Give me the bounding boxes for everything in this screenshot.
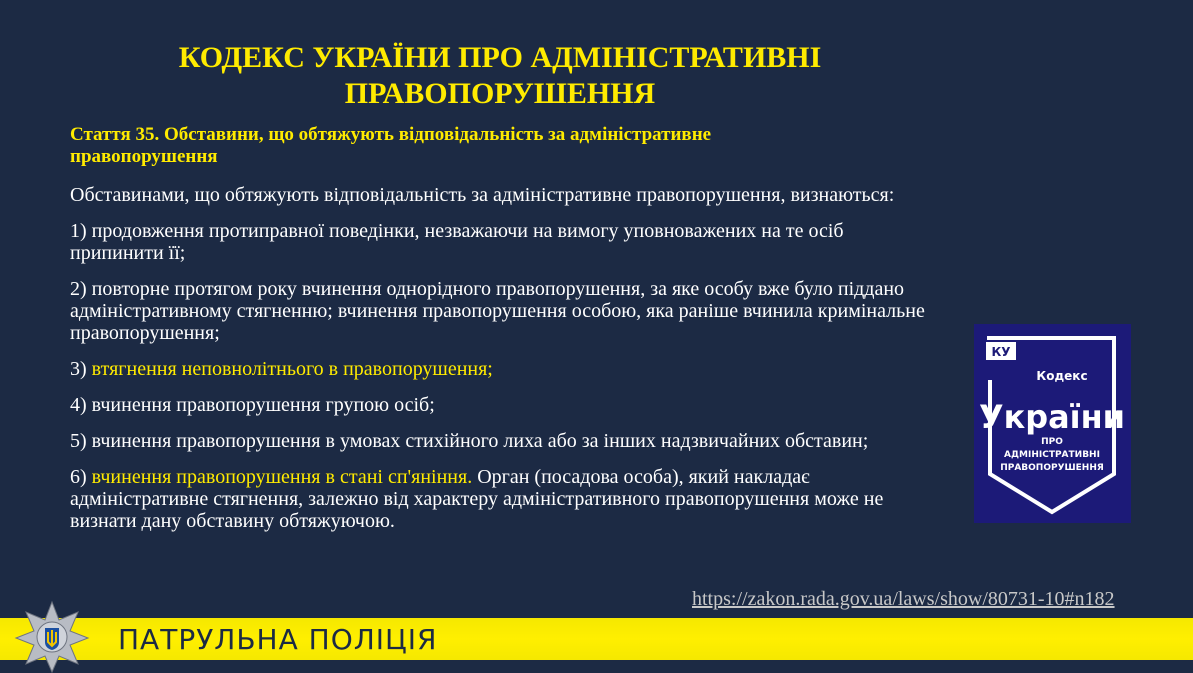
slide-title-line1: КОДЕКС УКРАЇНИ ПРО АДМІНІСТРАТИВНІ — [178, 41, 822, 74]
article-heading-line2: правопорушення — [70, 146, 218, 167]
item-prefix: 1) — [70, 220, 92, 242]
article-heading-line1: Стаття 35. Обставини, що обтяжують відповідальність за адміністративне — [70, 124, 712, 145]
police-star-emblem-icon — [14, 600, 90, 673]
article-body — [70, 184, 940, 546]
cover-word-kodeks: Кодекс — [1036, 369, 1088, 383]
item-text: вчинення правопорушення групою осіб; — [91, 394, 435, 416]
item-prefix: 4) — [70, 394, 92, 416]
list-item — [70, 358, 940, 380]
item-highlight: вчинення правопорушення в стані сп'яніння. — [91, 466, 473, 488]
cover-line-admin: АДМІНІСТРАТИВНІ — [1004, 450, 1100, 460]
list-item — [70, 430, 940, 452]
item-prefix: 2) — [70, 278, 92, 300]
publisher-mark: КУ — [991, 345, 1011, 359]
article-heading — [70, 124, 910, 168]
cover-line-pravo: ПРАВОПОРУШЕННЯ — [1000, 463, 1104, 473]
item-prefix: 6) — [70, 466, 92, 488]
cover-line-pro: ПРО — [1041, 437, 1063, 447]
item-highlight: втягнення неповнолітнього в правопорушення; — [91, 358, 493, 380]
item-text: повторне протягом року вчинення однорідного правопорушення, за яке особу вже було піддано адміністративному стягненню; вчинення правопорушення особою, яка раніше вчинила кримінальне правопорушення; — [70, 278, 925, 344]
list-item — [70, 220, 940, 264]
article-intro: Обставинами, що обтяжують відповідальність за адміністративне правопорушення, визнаються: — [70, 184, 895, 206]
list-item — [70, 278, 940, 344]
slide-title-line2: ПРАВОПОРУШЕННЯ — [344, 77, 656, 110]
footer-title: ПАТРУЛЬНА ПОЛІЦІЯ — [118, 623, 438, 656]
item-prefix: 3) — [70, 358, 92, 380]
list-item — [70, 394, 940, 416]
item-text: вчинення правопорушення в умовах стихійного лиха або за інших надзвичайних обставин; — [91, 430, 869, 452]
cover-word-ukrainy: України — [979, 398, 1125, 436]
item-text: продовження протиправної поведінки, незважаючи на вимогу уповноважених на те осіб припинити її; — [70, 220, 844, 264]
slide-title — [150, 40, 850, 112]
item-prefix: 5) — [70, 430, 92, 452]
item-text: Орган (посадова особа), який накладає адміністративне стягнення, залежно від характеру адміністративного правопорушення може не визнати дану обставину обтяжуючою. — [70, 466, 884, 532]
code-book-cover — [974, 324, 1131, 523]
source-link[interactable]: https://zakon.rada.gov.ua/laws/show/80731-10#n182 — [692, 588, 1115, 610]
list-item — [70, 466, 940, 532]
